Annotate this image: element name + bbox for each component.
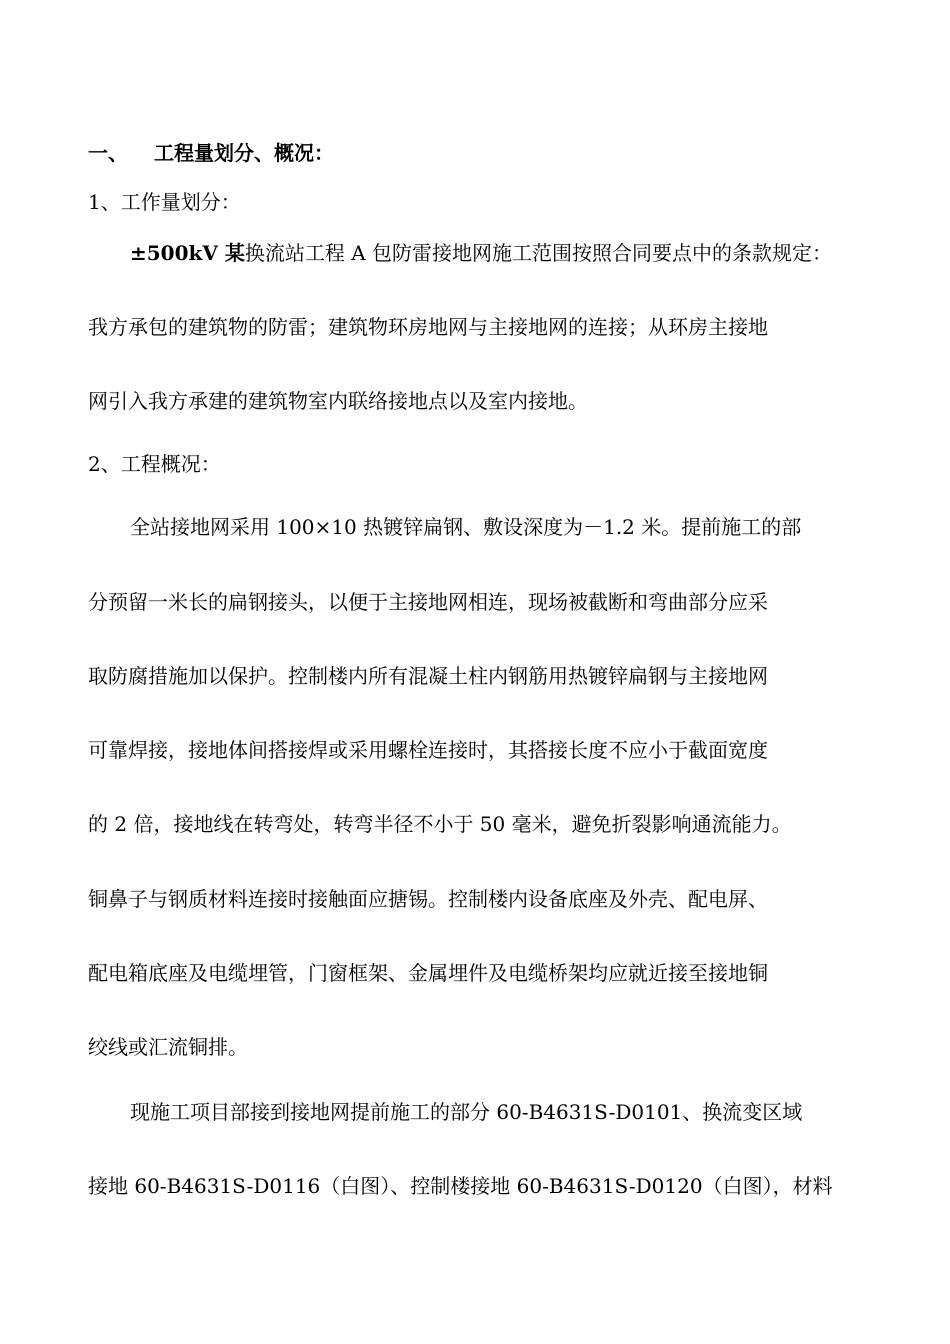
- paragraph-line: 我方承包的建筑物的防雷；建筑物环房地网与主接地网的连接；从环房主接地: [88, 315, 768, 339]
- heading-title: 工程量划分、概况：: [154, 141, 334, 165]
- paragraph-line: 接地 60-B4631S-D0116（白图）、控制楼接地 60-B4631S-D0120（白图），材料: [88, 1174, 833, 1198]
- heading-number: 一、: [88, 141, 128, 165]
- paragraph-line: 绞线或汇流铜排。: [88, 1035, 248, 1059]
- paragraph-line: 现施工项目部接到接地网提前施工的部分 60-B4631S-D0101、换流变区域: [130, 1100, 803, 1124]
- paragraph-line: 铜鼻子与钢质材料连接时接触面应搪锡。控制楼内设备底座及外壳、配电屏、: [88, 887, 768, 911]
- paragraph-line: 的 2 倍，接地线在转弯处，转弯半径不小于 50 毫米，避免折裂影响通流能力。: [88, 812, 792, 836]
- paragraph-line: 全站接地网采用 100×10 热镀锌扁钢、敷设深度为－1.2 米。提前施工的部: [130, 515, 802, 539]
- paragraph-line: 取防腐措施加以保护。控制楼内所有混凝土柱内钢筋用热镀锌扁钢与主接地网: [88, 664, 768, 688]
- paragraph-line: 网引入我方承建的建筑物室内联络接地点以及室内接地。: [88, 389, 588, 413]
- paragraph-text: 换流站工程 A 包防雷接地网施工范围按照合同要点中的条款规定：: [244, 241, 833, 265]
- paragraph-line: [130, 239, 910, 267]
- subsection-title-2: 2、工程概况：: [88, 452, 221, 476]
- paragraph-line: 分预留一米长的扁钢接头，以便于主接地网相连，现场被截断和弯曲部分应采: [88, 590, 768, 614]
- paragraph-line: 可靠焊接，接地体间搭接焊或采用螺栓连接时，其搭接长度不应小于截面宽度: [88, 738, 768, 762]
- paragraph-line: 配电箱底座及电缆埋管，门窗框架、金属埋件及电缆桥架均应就近接至接地铜: [88, 961, 768, 985]
- section-heading: [88, 139, 868, 167]
- subsection-title-1: 1、工作量划分：: [88, 190, 241, 214]
- voltage-label: ±500kV 某: [130, 241, 245, 265]
